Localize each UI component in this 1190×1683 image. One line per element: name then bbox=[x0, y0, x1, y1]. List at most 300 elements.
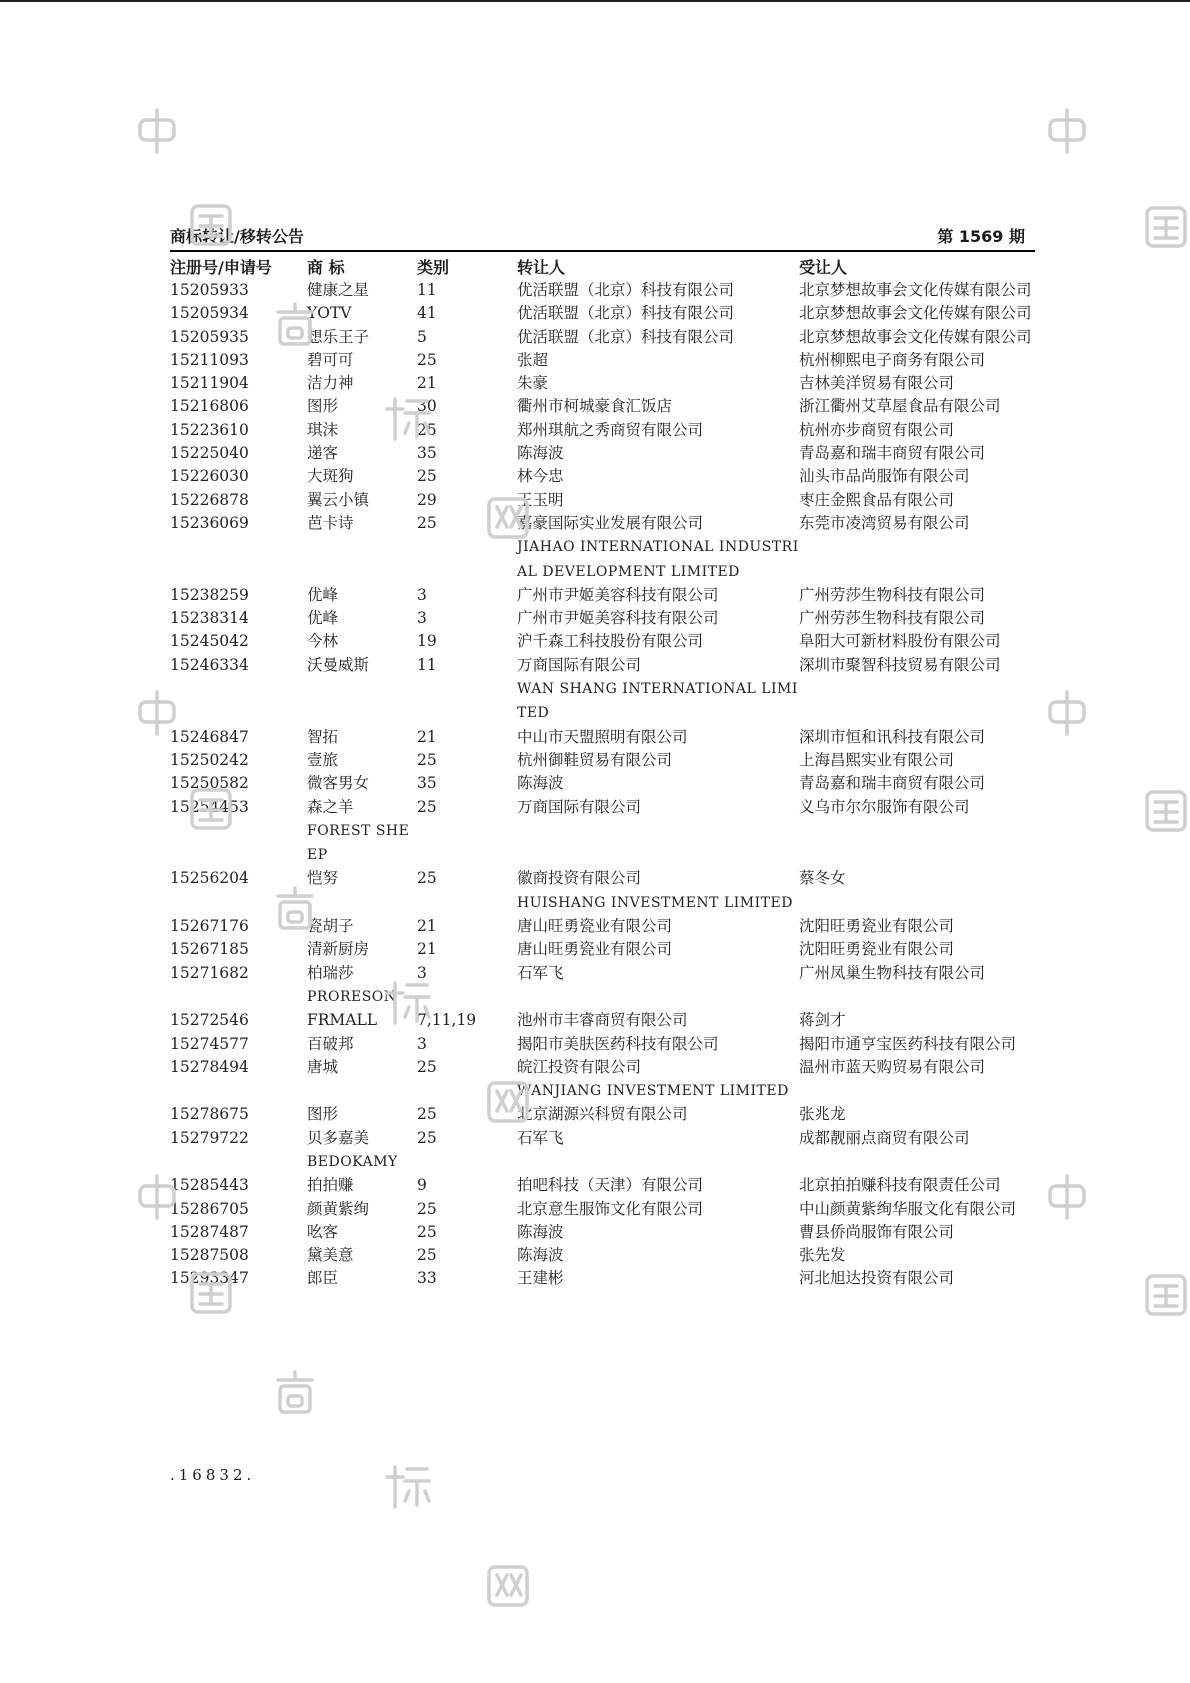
transferor-name: 唐山旺勇瓷业有限公司 bbox=[517, 917, 673, 936]
class-number: 11 bbox=[417, 281, 437, 299]
reg-number: 15250242 bbox=[170, 750, 249, 769]
cell-transferee bbox=[799, 302, 1035, 325]
cell-mark bbox=[307, 772, 417, 795]
transferee-name: 曹县侨尚服饰有限公司 bbox=[799, 1222, 955, 1241]
cell-transferor bbox=[517, 654, 799, 726]
transferee-name: 蒋剑才 bbox=[799, 1011, 846, 1030]
trademark-name: 洁力神 bbox=[307, 374, 354, 393]
reg-number: 15225040 bbox=[170, 444, 249, 463]
trademark-name: 翼云小镇 bbox=[307, 490, 370, 509]
cell-reg bbox=[170, 726, 307, 749]
watermark-shang-icon bbox=[270, 884, 320, 934]
cell-mark bbox=[307, 1056, 417, 1104]
class-number: 41 bbox=[417, 304, 437, 323]
cell-mark bbox=[307, 442, 417, 465]
reg-number: 15274577 bbox=[170, 1034, 249, 1053]
trademark-name: 吆客 bbox=[307, 1222, 339, 1241]
watermark-guo-icon bbox=[186, 200, 236, 250]
transferee-name: 河北旭达投资有限公司 bbox=[799, 1269, 955, 1288]
reg-number: 15254453 bbox=[170, 797, 249, 816]
class-number: 3 bbox=[417, 963, 427, 982]
cell-transferor bbox=[517, 1221, 799, 1244]
column-header-mark: 商 标 bbox=[307, 258, 345, 277]
cell-reg bbox=[170, 749, 307, 772]
transferor-name: 优活联盟（北京）科技有限公司 bbox=[517, 304, 735, 323]
class-number: 29 bbox=[417, 490, 437, 509]
cell-transferor bbox=[517, 584, 799, 607]
cell-reg bbox=[170, 938, 307, 961]
class-number: 25 bbox=[417, 797, 437, 816]
cell-class bbox=[417, 1033, 517, 1056]
watermark-wang-icon bbox=[483, 1561, 533, 1611]
transferee-name: 深圳市聚智科技贸易有限公司 bbox=[799, 655, 1001, 674]
cell-mark bbox=[307, 749, 417, 772]
table-row bbox=[170, 1056, 1035, 1104]
table-row bbox=[170, 1198, 1035, 1221]
class-number: 7,11,19 bbox=[417, 1011, 477, 1030]
cell-transferor bbox=[517, 326, 799, 349]
class-number: 9 bbox=[417, 1176, 427, 1195]
cell-transferor bbox=[517, 442, 799, 465]
column-header-transferee: 受让人 bbox=[799, 258, 848, 277]
transferee-name: 广州劳莎生物科技有限公司 bbox=[799, 609, 986, 628]
cell-reg bbox=[170, 489, 307, 512]
transferee-name: 广州凤巢生物科技有限公司 bbox=[799, 963, 986, 982]
class-number: 3 bbox=[417, 585, 427, 604]
transferor-name: 拍吧科技（天津）有限公司 bbox=[517, 1176, 704, 1195]
cell-reg bbox=[170, 1174, 307, 1197]
table-row bbox=[170, 442, 1035, 465]
cell-transferor bbox=[517, 1103, 799, 1126]
table-row bbox=[170, 1103, 1035, 1126]
transferee-name: 吉林美洋贸易有限公司 bbox=[799, 374, 955, 393]
cell-mark bbox=[307, 654, 417, 726]
class-number: 25 bbox=[417, 420, 437, 439]
reg-number: 15226878 bbox=[170, 490, 249, 509]
cell-transferor bbox=[517, 726, 799, 749]
transferee-name: 成都靓丽点商贸有限公司 bbox=[799, 1128, 970, 1147]
cell-transferor bbox=[517, 465, 799, 488]
transferor-name: 张超 bbox=[517, 350, 549, 369]
table-row bbox=[170, 419, 1035, 442]
watermark-zhong-icon bbox=[1042, 688, 1092, 738]
trademark-name: 图形 bbox=[307, 397, 339, 416]
cell-transferee bbox=[799, 962, 1035, 1010]
watermark-zhong-icon bbox=[1042, 106, 1092, 156]
cell-transferor bbox=[517, 630, 799, 653]
table-row bbox=[170, 512, 1035, 584]
page-number: .16832. bbox=[170, 1466, 256, 1484]
reg-number: 15267185 bbox=[170, 940, 249, 959]
cell-mark bbox=[307, 1103, 417, 1126]
table-row bbox=[170, 772, 1035, 795]
table-row bbox=[170, 1244, 1035, 1267]
table-row bbox=[170, 465, 1035, 488]
transferor-name-en: JIAHAO INTERNATIONAL INDUSTRIAL DEVELOPMENT LIMITED bbox=[517, 539, 799, 580]
trademark-name: 瓷胡子 bbox=[307, 917, 354, 936]
transferee-name: 义乌市尔尔服饰有限公司 bbox=[799, 797, 970, 816]
transferee-name: 北京拍拍赚科技有限责任公司 bbox=[799, 1176, 1001, 1195]
trademark-name: 碧可可 bbox=[307, 350, 354, 369]
trademark-name: 唐城 bbox=[307, 1057, 339, 1076]
cell-class bbox=[417, 796, 517, 868]
cell-mark bbox=[307, 915, 417, 938]
transferee-name: 张兆龙 bbox=[799, 1105, 846, 1124]
cell-mark bbox=[307, 512, 417, 584]
transferor-name: 沪千森工科技股份有限公司 bbox=[517, 632, 704, 651]
transferor-name: 陈海波 bbox=[517, 1222, 564, 1241]
cell-class bbox=[417, 772, 517, 795]
watermark-guo-icon bbox=[186, 1268, 236, 1318]
cell-transferor bbox=[517, 607, 799, 630]
cell-mark bbox=[307, 607, 417, 630]
trademark-name: 想乐王子 bbox=[307, 327, 370, 346]
cell-transferor bbox=[517, 349, 799, 372]
table-row bbox=[170, 395, 1035, 418]
reg-number: 15223610 bbox=[170, 420, 249, 439]
cell-transferee bbox=[799, 419, 1035, 442]
trademark-name: 壹旅 bbox=[307, 750, 339, 769]
cell-mark bbox=[307, 726, 417, 749]
cell-transferor bbox=[517, 1174, 799, 1197]
cell-mark bbox=[307, 630, 417, 653]
cell-mark bbox=[307, 796, 417, 868]
table-row bbox=[170, 279, 1035, 302]
trademark-name: 微客男女 bbox=[307, 774, 370, 793]
cell-class bbox=[417, 442, 517, 465]
cell-class bbox=[417, 584, 517, 607]
transferee-name: 沈阳旺勇瓷业有限公司 bbox=[799, 940, 955, 959]
transferee-name: 揭阳市通亨宝医药科技有限公司 bbox=[799, 1034, 1017, 1053]
transferor-name: 揭阳市美肤医药科技有限公司 bbox=[517, 1034, 719, 1053]
cell-transferor bbox=[517, 1244, 799, 1267]
cell-transferor bbox=[517, 1033, 799, 1056]
cell-reg bbox=[170, 607, 307, 630]
cell-transferee bbox=[799, 279, 1035, 302]
cell-transferee bbox=[799, 1267, 1035, 1290]
cell-transferee bbox=[799, 772, 1035, 795]
cell-transferor bbox=[517, 419, 799, 442]
cell-mark bbox=[307, 1174, 417, 1197]
class-number: 25 bbox=[417, 350, 437, 369]
cell-transferor bbox=[517, 1009, 799, 1032]
cell-transferee bbox=[799, 1174, 1035, 1197]
cell-reg bbox=[170, 654, 307, 726]
cell-transferee bbox=[799, 489, 1035, 512]
watermark-shang-icon bbox=[270, 300, 320, 350]
trademark-name-en: PRORESON bbox=[307, 988, 397, 1005]
cell-reg bbox=[170, 630, 307, 653]
trademark-name: 郎臣 bbox=[307, 1269, 339, 1288]
announcement-title: 商标转让/移转公告 bbox=[170, 227, 304, 246]
cell-mark bbox=[307, 1033, 417, 1056]
cell-transferor bbox=[517, 938, 799, 961]
class-number: 35 bbox=[417, 774, 437, 793]
cell-mark bbox=[307, 867, 417, 915]
class-number: 25 bbox=[417, 750, 437, 769]
transferor-name: 北京湖源兴科贸有限公司 bbox=[517, 1105, 688, 1124]
reg-number: 15245042 bbox=[170, 632, 249, 651]
cell-mark bbox=[307, 1127, 417, 1175]
cell-transferee bbox=[799, 1009, 1035, 1032]
transferor-name: 石军飞 bbox=[517, 1128, 564, 1147]
watermark-biao-icon bbox=[383, 977, 433, 1027]
table-row bbox=[170, 938, 1035, 961]
transferor-name: 广州市尹姬美容科技有限公司 bbox=[517, 585, 719, 604]
cell-mark bbox=[307, 302, 417, 325]
reg-number: 15287487 bbox=[170, 1222, 249, 1241]
cell-transferor bbox=[517, 1267, 799, 1290]
reg-number: 15272546 bbox=[170, 1011, 249, 1030]
table-row bbox=[170, 1174, 1035, 1197]
cell-transferor bbox=[517, 302, 799, 325]
cell-reg bbox=[170, 1103, 307, 1126]
cell-reg bbox=[170, 1056, 307, 1104]
reg-number: 15205935 bbox=[170, 327, 249, 346]
cell-mark bbox=[307, 1267, 417, 1290]
trademark-name: YOTV bbox=[307, 304, 352, 323]
cell-class bbox=[417, 654, 517, 726]
trademark-name: 柏瑞莎 bbox=[307, 963, 354, 982]
transferee-name: 北京梦想故事会文化传媒有限公司 bbox=[799, 281, 1032, 299]
reg-number: 15286705 bbox=[170, 1199, 249, 1218]
transferor-name: 万商国际有限公司 bbox=[517, 797, 642, 816]
class-number: 30 bbox=[417, 397, 437, 416]
transferee-name: 杭州亦步商贸有限公司 bbox=[799, 420, 955, 439]
reg-number: 15279722 bbox=[170, 1128, 249, 1147]
reg-number: 15205933 bbox=[170, 281, 249, 299]
transferor-name: 北京意生服饰文化有限公司 bbox=[517, 1199, 704, 1218]
table-body bbox=[170, 279, 1035, 1291]
cell-transferor bbox=[517, 489, 799, 512]
cell-transferor bbox=[517, 749, 799, 772]
class-number: 21 bbox=[417, 940, 437, 959]
reg-number: 15285443 bbox=[170, 1176, 249, 1195]
trademark-name: 黛美意 bbox=[307, 1246, 354, 1265]
cell-class bbox=[417, 1244, 517, 1267]
reg-number: 15293347 bbox=[170, 1269, 249, 1288]
class-number: 19 bbox=[417, 632, 437, 651]
reg-number: 15216806 bbox=[170, 397, 249, 416]
cell-transferee bbox=[799, 1103, 1035, 1126]
cell-class bbox=[417, 326, 517, 349]
cell-mark bbox=[307, 584, 417, 607]
reg-number: 15278494 bbox=[170, 1057, 249, 1076]
cell-transferee bbox=[799, 1221, 1035, 1244]
table-row bbox=[170, 962, 1035, 1010]
cell-transferor bbox=[517, 512, 799, 584]
cell-transferor bbox=[517, 915, 799, 938]
transfer-table bbox=[170, 256, 1035, 1291]
table-row bbox=[170, 654, 1035, 726]
cell-class bbox=[417, 465, 517, 488]
transferee-name: 沈阳旺勇瓷业有限公司 bbox=[799, 917, 955, 936]
cell-transferee bbox=[799, 395, 1035, 418]
cell-class bbox=[417, 938, 517, 961]
watermark-wang-icon bbox=[483, 493, 533, 543]
table-row bbox=[170, 749, 1035, 772]
trademark-name: 森之羊 bbox=[307, 797, 354, 816]
cell-class bbox=[417, 630, 517, 653]
cell-transferee bbox=[799, 1033, 1035, 1056]
trademark-name: 健康之星 bbox=[307, 281, 370, 299]
class-number: 25 bbox=[417, 467, 437, 486]
transferee-name: 阜阳大可新材料股份有限公司 bbox=[799, 632, 1001, 651]
cell-transferee bbox=[799, 465, 1035, 488]
column-header-reg: 注册号/申请号 bbox=[170, 258, 272, 277]
cell-class bbox=[417, 607, 517, 630]
cell-transferee bbox=[799, 630, 1035, 653]
cell-transferee bbox=[799, 867, 1035, 915]
reg-number: 15236069 bbox=[170, 513, 249, 532]
table-row bbox=[170, 1033, 1035, 1056]
transferor-name: 郑州琪航之秀商贸有限公司 bbox=[517, 420, 704, 439]
trademark-name: 恺努 bbox=[307, 869, 339, 888]
cell-reg bbox=[170, 584, 307, 607]
cell-class bbox=[417, 726, 517, 749]
table-row bbox=[170, 489, 1035, 512]
class-number: 25 bbox=[417, 1246, 437, 1265]
cell-transferee bbox=[799, 1056, 1035, 1104]
cell-reg bbox=[170, 349, 307, 372]
cell-transferor bbox=[517, 279, 799, 302]
class-number: 25 bbox=[417, 1222, 437, 1241]
cell-mark bbox=[307, 1198, 417, 1221]
transferor-name: 王玉明 bbox=[517, 490, 564, 509]
class-number: 21 bbox=[417, 727, 437, 746]
transferee-name: 蔡冬女 bbox=[799, 869, 846, 888]
cell-reg bbox=[170, 279, 307, 302]
transferee-name: 上海昌熙实业有限公司 bbox=[799, 750, 955, 769]
cell-transferor bbox=[517, 395, 799, 418]
cell-mark bbox=[307, 326, 417, 349]
reg-number: 15267176 bbox=[170, 917, 249, 936]
trademark-name: 贝多嘉美 bbox=[307, 1128, 370, 1147]
reg-number: 15271682 bbox=[170, 963, 249, 982]
transferor-name: 池州市丰睿商贸有限公司 bbox=[517, 1011, 688, 1030]
table-header-row bbox=[170, 256, 1035, 279]
transferee-name: 张先发 bbox=[799, 1246, 846, 1265]
cell-transferee bbox=[799, 607, 1035, 630]
cell-transferee bbox=[799, 726, 1035, 749]
cell-transferee bbox=[799, 654, 1035, 726]
class-number: 25 bbox=[417, 1057, 437, 1076]
top-border bbox=[0, 0, 1190, 2]
watermark-wang-icon bbox=[483, 1077, 533, 1127]
transferee-name: 青岛嘉和瑞丰商贸有限公司 bbox=[799, 774, 986, 793]
reg-number: 15205934 bbox=[170, 304, 249, 323]
cell-transferee bbox=[799, 442, 1035, 465]
cell-transferee bbox=[799, 326, 1035, 349]
watermark-biao-icon bbox=[383, 393, 433, 443]
cell-class bbox=[417, 1221, 517, 1244]
transferee-name: 东莞市凌湾贸易有限公司 bbox=[799, 513, 970, 532]
transferor-name: 万商国际有限公司 bbox=[517, 655, 642, 674]
reg-number: 15246334 bbox=[170, 655, 249, 674]
transferee-name: 青岛嘉和瑞丰商贸有限公司 bbox=[799, 444, 986, 463]
reg-number: 15278675 bbox=[170, 1105, 249, 1124]
transferee-name: 北京梦想故事会文化传媒有限公司 bbox=[799, 327, 1032, 346]
transferee-name: 广州劳莎生物科技有限公司 bbox=[799, 585, 986, 604]
cell-mark bbox=[307, 1221, 417, 1244]
trademark-name: 百破邦 bbox=[307, 1034, 354, 1053]
cell-reg bbox=[170, 1009, 307, 1032]
cell-class bbox=[417, 1127, 517, 1175]
cell-transferee bbox=[799, 1127, 1035, 1175]
cell-transferor bbox=[517, 772, 799, 795]
cell-class bbox=[417, 867, 517, 915]
cell-mark bbox=[307, 938, 417, 961]
transferee-name: 浙江衢州艾草屋食品有限公司 bbox=[799, 397, 1001, 416]
cell-mark bbox=[307, 349, 417, 372]
class-number: 21 bbox=[417, 374, 437, 393]
table-row bbox=[170, 630, 1035, 653]
reg-number: 15246847 bbox=[170, 727, 249, 746]
page-header bbox=[170, 224, 1035, 250]
cell-reg bbox=[170, 1244, 307, 1267]
transferee-name: 温州市蓝天购贸易有限公司 bbox=[799, 1057, 986, 1076]
transferee-name: 北京梦想故事会文化传媒有限公司 bbox=[799, 304, 1032, 323]
transferor-name: 唐山旺勇瓷业有限公司 bbox=[517, 940, 673, 959]
transferor-name-en: WANJIANG INVESTMENT LIMITED bbox=[517, 1083, 789, 1100]
issue-number: 第 1569 期 bbox=[937, 227, 1025, 246]
trademark-name: 智拓 bbox=[307, 727, 339, 746]
header-rule bbox=[170, 250, 1035, 252]
table-row bbox=[170, 1221, 1035, 1244]
cell-mark bbox=[307, 465, 417, 488]
watermark-guo-icon bbox=[1141, 786, 1190, 836]
table-row bbox=[170, 796, 1035, 868]
column-header-class: 类别 bbox=[417, 258, 450, 277]
reg-number: 15211904 bbox=[170, 374, 249, 393]
table-row bbox=[170, 726, 1035, 749]
cell-transferee bbox=[799, 915, 1035, 938]
table-row bbox=[170, 349, 1035, 372]
transferee-name: 枣庄金熙食品有限公司 bbox=[799, 490, 955, 509]
cell-class bbox=[417, 749, 517, 772]
trademark-name: 大斑狗 bbox=[307, 467, 354, 486]
transferee-name: 深圳市恒和讯科技有限公司 bbox=[799, 727, 986, 746]
reg-number: 15287508 bbox=[170, 1246, 249, 1265]
cell-reg bbox=[170, 1033, 307, 1056]
cell-transferee bbox=[799, 372, 1035, 395]
reg-number: 15238259 bbox=[170, 585, 249, 604]
transferor-name: 中山市天盟照明有限公司 bbox=[517, 727, 688, 746]
transferee-name: 中山颜黄紫绚华服文化有限公司 bbox=[799, 1199, 1017, 1218]
cell-class bbox=[417, 302, 517, 325]
transferor-name: 广州市尹姬美容科技有限公司 bbox=[517, 609, 719, 628]
cell-transferor bbox=[517, 1198, 799, 1221]
cell-reg bbox=[170, 1221, 307, 1244]
trademark-name: 琪沫 bbox=[307, 420, 339, 439]
class-number: 25 bbox=[417, 869, 437, 888]
trademark-name: 今林 bbox=[307, 632, 339, 651]
cell-transferor bbox=[517, 962, 799, 1010]
cell-mark bbox=[307, 489, 417, 512]
cell-transferee bbox=[799, 749, 1035, 772]
transferor-name: 徽商投资有限公司 bbox=[517, 869, 642, 888]
trademark-name-en: FOREST SHEEP bbox=[307, 822, 410, 864]
watermark-zhong-icon bbox=[132, 688, 182, 738]
cell-reg bbox=[170, 465, 307, 488]
table-row bbox=[170, 584, 1035, 607]
trademark-name: FRMALL bbox=[307, 1011, 378, 1030]
cell-transferee bbox=[799, 1198, 1035, 1221]
cell-transferor bbox=[517, 867, 799, 915]
trademark-name: 清新厨房 bbox=[307, 940, 370, 959]
cell-class bbox=[417, 279, 517, 302]
class-number: 5 bbox=[417, 327, 427, 346]
